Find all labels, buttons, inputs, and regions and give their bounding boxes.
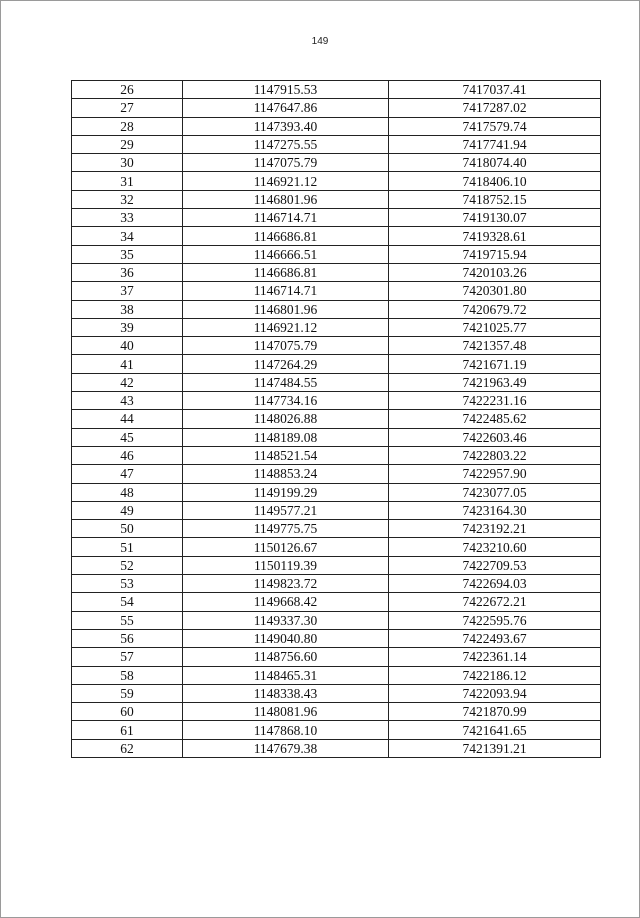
point-number-cell: 35 bbox=[72, 245, 183, 263]
x-coordinate-cell: 1149775.75 bbox=[183, 520, 389, 538]
table-row bbox=[72, 318, 601, 336]
table-row bbox=[72, 684, 601, 702]
y-coordinate-cell: 7422485.62 bbox=[389, 410, 601, 428]
x-coordinate-cell: 1147075.79 bbox=[183, 154, 389, 172]
point-number-cell: 40 bbox=[72, 337, 183, 355]
table-row bbox=[72, 263, 601, 281]
table-row bbox=[72, 135, 601, 153]
point-number-cell: 41 bbox=[72, 355, 183, 373]
y-coordinate-cell: 7420301.80 bbox=[389, 282, 601, 300]
y-coordinate-cell: 7418752.15 bbox=[389, 190, 601, 208]
point-number-cell: 43 bbox=[72, 392, 183, 410]
x-coordinate-cell: 1149337.30 bbox=[183, 611, 389, 629]
point-number-cell: 61 bbox=[72, 721, 183, 739]
point-number-cell: 32 bbox=[72, 190, 183, 208]
y-coordinate-cell: 7421671.19 bbox=[389, 355, 601, 373]
x-coordinate-cell: 1148081.96 bbox=[183, 703, 389, 721]
y-coordinate-cell: 7422957.90 bbox=[389, 465, 601, 483]
x-coordinate-cell: 1149823.72 bbox=[183, 575, 389, 593]
table-row bbox=[72, 648, 601, 666]
x-coordinate-cell: 1147484.55 bbox=[183, 373, 389, 391]
y-coordinate-cell: 7422709.53 bbox=[389, 556, 601, 574]
x-coordinate-cell: 1147734.16 bbox=[183, 392, 389, 410]
point-number-cell: 27 bbox=[72, 99, 183, 117]
point-number-cell: 38 bbox=[72, 300, 183, 318]
y-coordinate-cell: 7417741.94 bbox=[389, 135, 601, 153]
y-coordinate-cell: 7422231.16 bbox=[389, 392, 601, 410]
x-coordinate-cell: 1148026.88 bbox=[183, 410, 389, 428]
point-number-cell: 30 bbox=[72, 154, 183, 172]
x-coordinate-cell: 1147647.86 bbox=[183, 99, 389, 117]
table-row bbox=[72, 99, 601, 117]
y-coordinate-cell: 7421391.21 bbox=[389, 739, 601, 757]
x-coordinate-cell: 1147679.38 bbox=[183, 739, 389, 757]
table-row bbox=[72, 117, 601, 135]
point-number-cell: 60 bbox=[72, 703, 183, 721]
table-row bbox=[72, 721, 601, 739]
table-row bbox=[72, 611, 601, 629]
x-coordinate-cell: 1147075.79 bbox=[183, 337, 389, 355]
table-row bbox=[72, 483, 601, 501]
table-row bbox=[72, 501, 601, 519]
point-number-cell: 48 bbox=[72, 483, 183, 501]
table-row bbox=[72, 629, 601, 647]
x-coordinate-cell: 1149668.42 bbox=[183, 593, 389, 611]
table-row bbox=[72, 190, 601, 208]
y-coordinate-cell: 7422803.22 bbox=[389, 446, 601, 464]
x-coordinate-cell: 1148465.31 bbox=[183, 666, 389, 684]
point-number-cell: 50 bbox=[72, 520, 183, 538]
y-coordinate-cell: 7417037.41 bbox=[389, 81, 601, 99]
table-row bbox=[72, 465, 601, 483]
point-number-cell: 36 bbox=[72, 263, 183, 281]
point-number-cell: 52 bbox=[72, 556, 183, 574]
x-coordinate-cell: 1146801.96 bbox=[183, 300, 389, 318]
table-row bbox=[72, 172, 601, 190]
x-coordinate-cell: 1148189.08 bbox=[183, 428, 389, 446]
point-number-cell: 28 bbox=[72, 117, 183, 135]
coordinates-table bbox=[71, 80, 601, 758]
y-coordinate-cell: 7422361.14 bbox=[389, 648, 601, 666]
point-number-cell: 31 bbox=[72, 172, 183, 190]
point-number-cell: 26 bbox=[72, 81, 183, 99]
point-number-cell: 46 bbox=[72, 446, 183, 464]
y-coordinate-cell: 7422493.67 bbox=[389, 629, 601, 647]
y-coordinate-cell: 7421641.65 bbox=[389, 721, 601, 739]
y-coordinate-cell: 7422595.76 bbox=[389, 611, 601, 629]
x-coordinate-cell: 1146686.81 bbox=[183, 263, 389, 281]
y-coordinate-cell: 7419328.61 bbox=[389, 227, 601, 245]
x-coordinate-cell: 1146714.71 bbox=[183, 282, 389, 300]
x-coordinate-cell: 1148853.24 bbox=[183, 465, 389, 483]
point-number-cell: 29 bbox=[72, 135, 183, 153]
point-number-cell: 55 bbox=[72, 611, 183, 629]
table-row bbox=[72, 300, 601, 318]
y-coordinate-cell: 7422093.94 bbox=[389, 684, 601, 702]
y-coordinate-cell: 7420103.26 bbox=[389, 263, 601, 281]
y-coordinate-cell: 7419130.07 bbox=[389, 209, 601, 227]
x-coordinate-cell: 1146921.12 bbox=[183, 172, 389, 190]
y-coordinate-cell: 7422603.46 bbox=[389, 428, 601, 446]
y-coordinate-cell: 7421870.99 bbox=[389, 703, 601, 721]
table-row bbox=[72, 575, 601, 593]
y-coordinate-cell: 7422694.03 bbox=[389, 575, 601, 593]
y-coordinate-cell: 7421025.77 bbox=[389, 318, 601, 336]
x-coordinate-cell: 1146921.12 bbox=[183, 318, 389, 336]
table-row bbox=[72, 593, 601, 611]
x-coordinate-cell: 1150126.67 bbox=[183, 538, 389, 556]
table-row bbox=[72, 666, 601, 684]
table-row bbox=[72, 154, 601, 172]
y-coordinate-cell: 7418074.40 bbox=[389, 154, 601, 172]
x-coordinate-cell: 1148756.60 bbox=[183, 648, 389, 666]
x-coordinate-cell: 1147275.55 bbox=[183, 135, 389, 153]
point-number-cell: 57 bbox=[72, 648, 183, 666]
table-row bbox=[72, 703, 601, 721]
y-coordinate-cell: 7423077.05 bbox=[389, 483, 601, 501]
x-coordinate-cell: 1146666.51 bbox=[183, 245, 389, 263]
point-number-cell: 45 bbox=[72, 428, 183, 446]
point-number-cell: 49 bbox=[72, 501, 183, 519]
point-number-cell: 62 bbox=[72, 739, 183, 757]
point-number-cell: 58 bbox=[72, 666, 183, 684]
x-coordinate-cell: 1146686.81 bbox=[183, 227, 389, 245]
point-number-cell: 39 bbox=[72, 318, 183, 336]
x-coordinate-cell: 1147868.10 bbox=[183, 721, 389, 739]
table-row bbox=[72, 355, 601, 373]
table-row bbox=[72, 209, 601, 227]
x-coordinate-cell: 1149577.21 bbox=[183, 501, 389, 519]
point-number-cell: 37 bbox=[72, 282, 183, 300]
table-row bbox=[72, 81, 601, 99]
table-row bbox=[72, 282, 601, 300]
point-number-cell: 56 bbox=[72, 629, 183, 647]
y-coordinate-cell: 7417579.74 bbox=[389, 117, 601, 135]
table-row bbox=[72, 739, 601, 757]
table-row bbox=[72, 538, 601, 556]
x-coordinate-cell: 1149040.80 bbox=[183, 629, 389, 647]
point-number-cell: 54 bbox=[72, 593, 183, 611]
point-number-cell: 51 bbox=[72, 538, 183, 556]
point-number-cell: 34 bbox=[72, 227, 183, 245]
x-coordinate-cell: 1150119.39 bbox=[183, 556, 389, 574]
y-coordinate-cell: 7423210.60 bbox=[389, 538, 601, 556]
point-number-cell: 59 bbox=[72, 684, 183, 702]
x-coordinate-cell: 1146714.71 bbox=[183, 209, 389, 227]
x-coordinate-cell: 1147393.40 bbox=[183, 117, 389, 135]
point-number-cell: 47 bbox=[72, 465, 183, 483]
x-coordinate-cell: 1148521.54 bbox=[183, 446, 389, 464]
y-coordinate-cell: 7421963.49 bbox=[389, 373, 601, 391]
x-coordinate-cell: 1146801.96 bbox=[183, 190, 389, 208]
y-coordinate-cell: 7422672.21 bbox=[389, 593, 601, 611]
table-row bbox=[72, 428, 601, 446]
table-row bbox=[72, 392, 601, 410]
y-coordinate-cell: 7419715.94 bbox=[389, 245, 601, 263]
table-row bbox=[72, 245, 601, 263]
y-coordinate-cell: 7423192.21 bbox=[389, 520, 601, 538]
table-row bbox=[72, 556, 601, 574]
point-number-cell: 42 bbox=[72, 373, 183, 391]
x-coordinate-cell: 1149199.29 bbox=[183, 483, 389, 501]
y-coordinate-cell: 7423164.30 bbox=[389, 501, 601, 519]
table-row bbox=[72, 520, 601, 538]
x-coordinate-cell: 1147915.53 bbox=[183, 81, 389, 99]
page-number: 149 bbox=[311, 36, 329, 47]
table-row bbox=[72, 446, 601, 464]
coordinates-table-body bbox=[72, 81, 601, 758]
table-row bbox=[72, 227, 601, 245]
x-coordinate-cell: 1148338.43 bbox=[183, 684, 389, 702]
y-coordinate-cell: 7417287.02 bbox=[389, 99, 601, 117]
y-coordinate-cell: 7418406.10 bbox=[389, 172, 601, 190]
point-number-cell: 33 bbox=[72, 209, 183, 227]
point-number-cell: 53 bbox=[72, 575, 183, 593]
table-row bbox=[72, 373, 601, 391]
table-row bbox=[72, 410, 601, 428]
y-coordinate-cell: 7422186.12 bbox=[389, 666, 601, 684]
x-coordinate-cell: 1147264.29 bbox=[183, 355, 389, 373]
point-number-cell: 44 bbox=[72, 410, 183, 428]
table-row bbox=[72, 337, 601, 355]
y-coordinate-cell: 7421357.48 bbox=[389, 337, 601, 355]
y-coordinate-cell: 7420679.72 bbox=[389, 300, 601, 318]
